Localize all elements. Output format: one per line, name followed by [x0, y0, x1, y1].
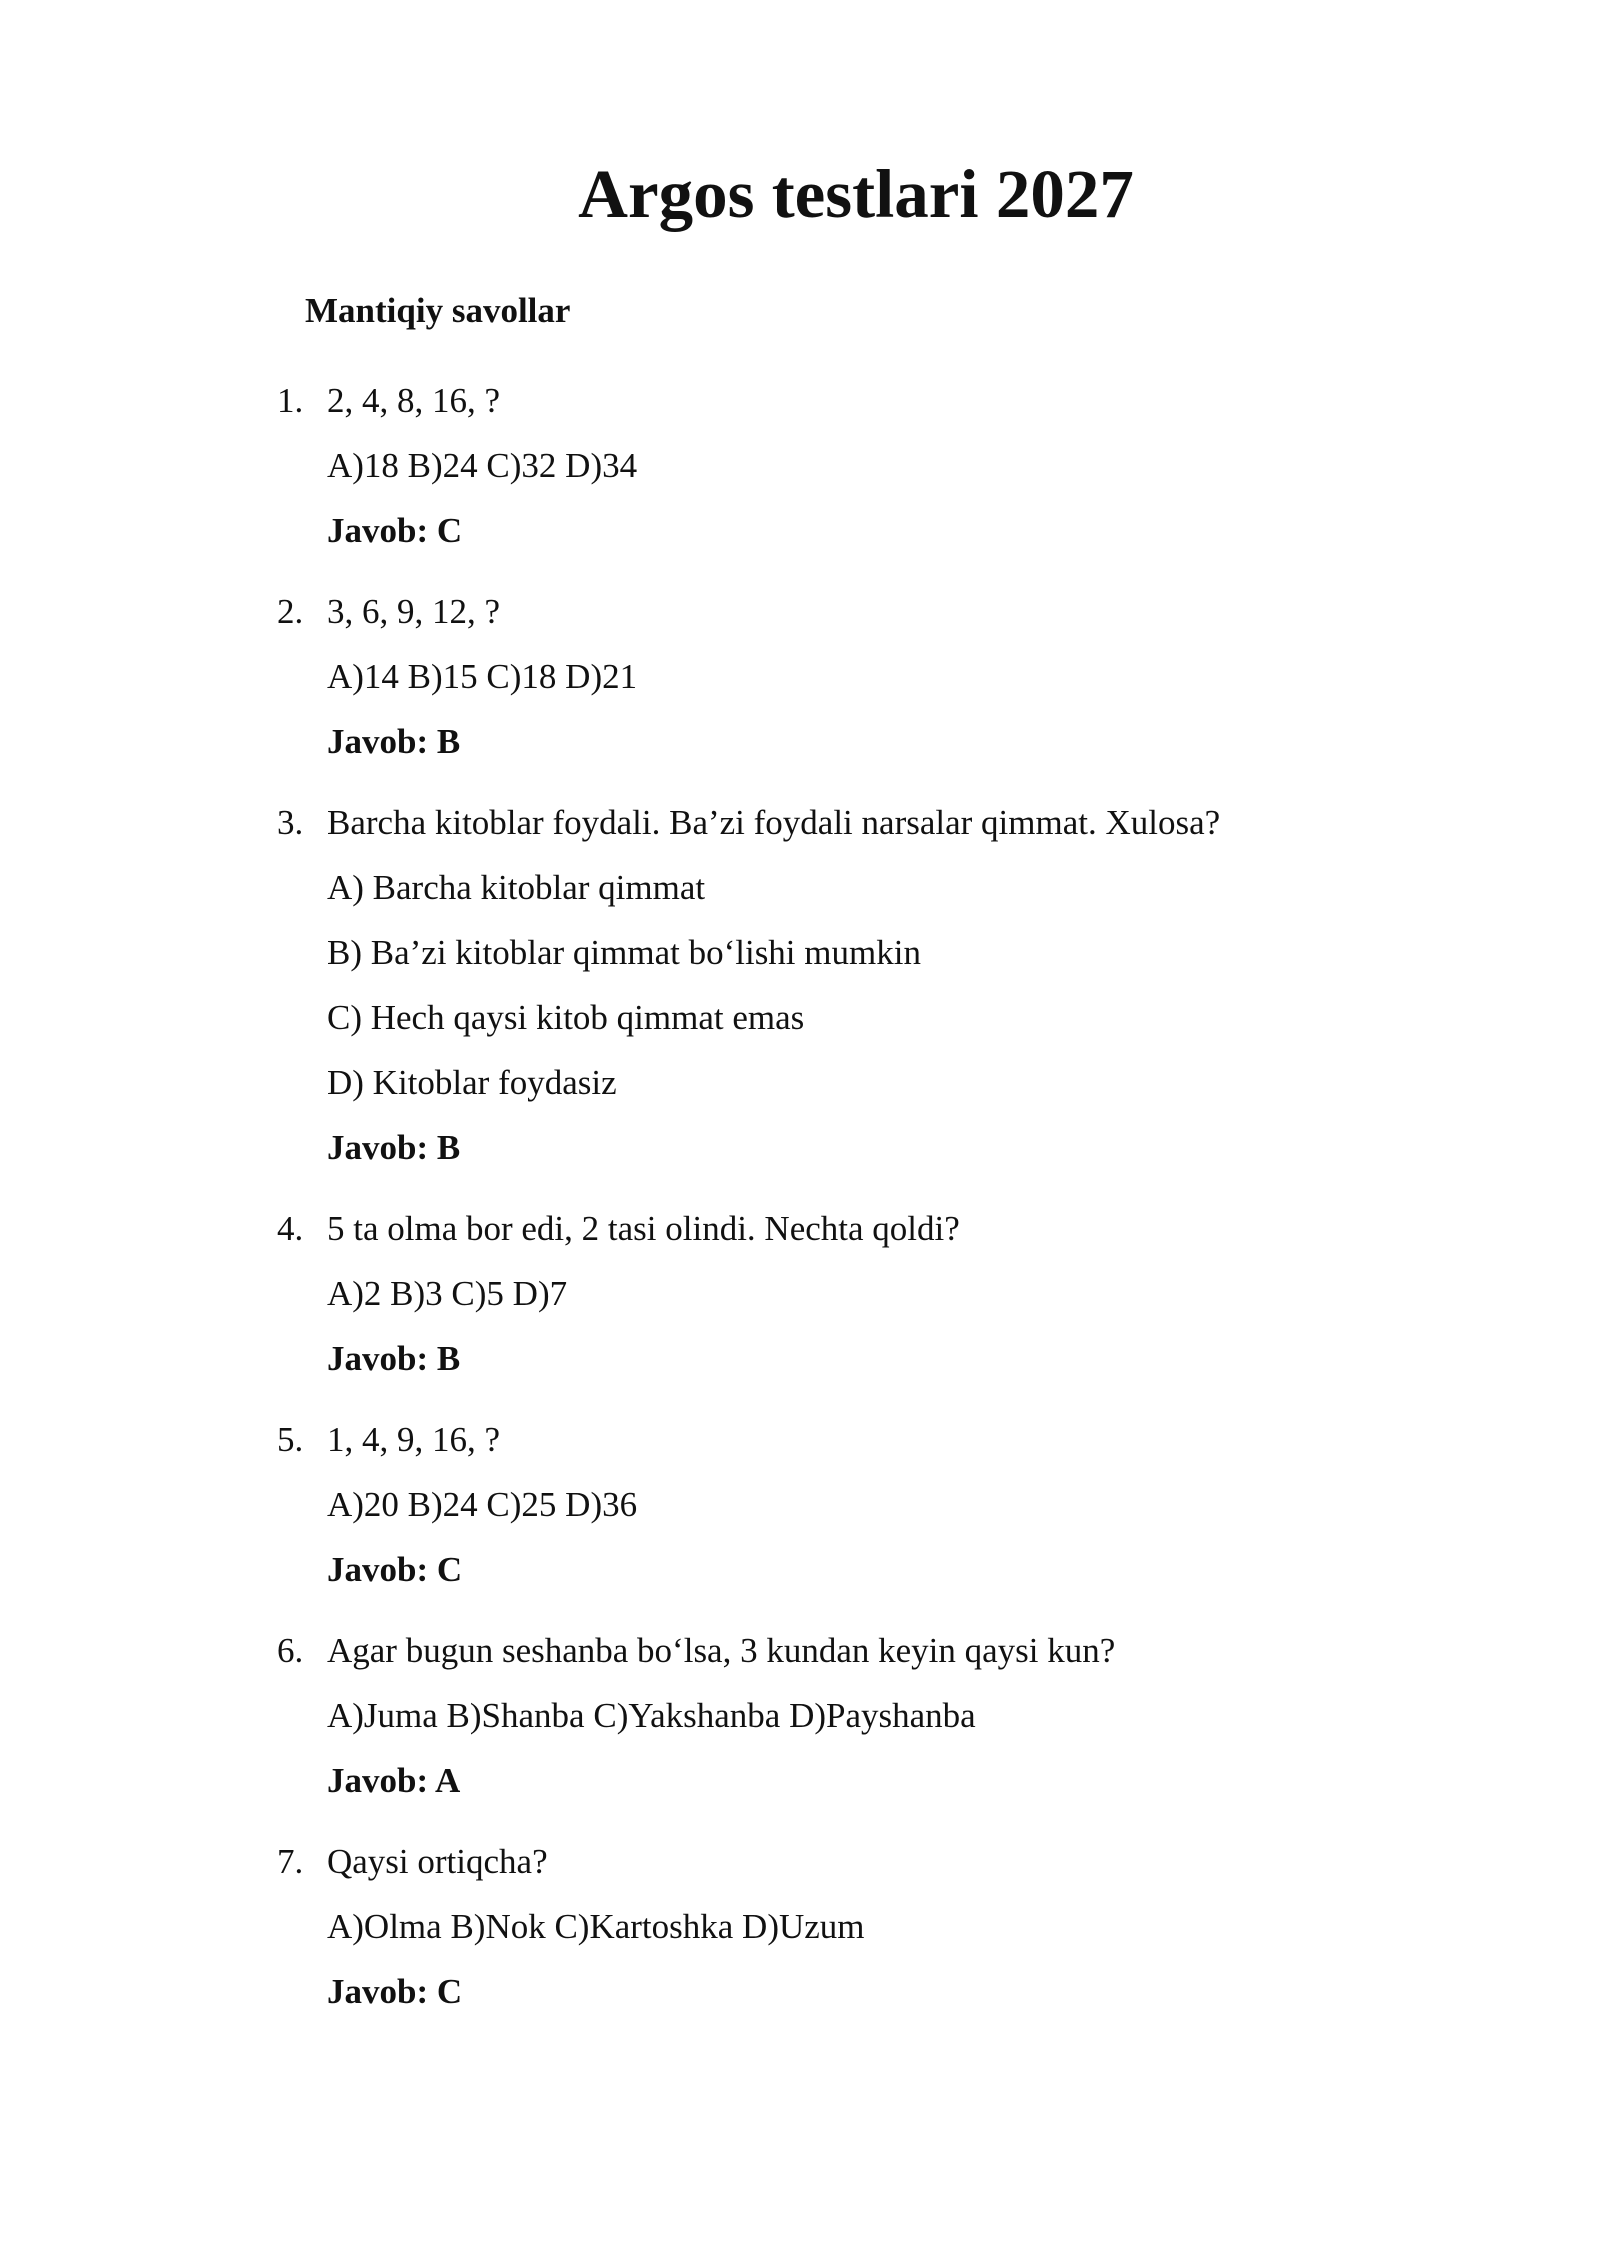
- question-line: [0, 368, 1220, 433]
- question-line: [0, 1196, 1220, 1261]
- question-line: [0, 1829, 1220, 1894]
- question-text: Agar bugun seshanba bo‘lsa, 3 kundan keyin qaysi kun?: [327, 1631, 1116, 1670]
- question-answer: Javob: C: [327, 1972, 463, 2011]
- question-item: [0, 1618, 1220, 1813]
- question-line: [0, 579, 1220, 644]
- question-answer: Javob: A: [327, 1761, 461, 1800]
- question-answer: Javob: B: [327, 1128, 461, 1167]
- question-number: 2.: [277, 592, 304, 631]
- question-options: A)Juma B)Shanba C)Yakshanba D)Payshanba: [327, 1696, 976, 1735]
- question-option: B) Ba’zi kitoblar qimmat bo‘lishi mumkin: [327, 933, 921, 972]
- question-text: 2, 4, 8, 16, ?: [327, 381, 501, 420]
- document-title: Argos testlari 2027: [578, 156, 1134, 232]
- question-answer: Javob: B: [327, 1339, 461, 1378]
- question-text: 5 ta olma bor edi, 2 tasi olindi. Nechta qoldi?: [327, 1209, 960, 1248]
- question-number: 6.: [277, 1631, 304, 1670]
- question-list: [0, 368, 1220, 2040]
- question-item: [0, 790, 1220, 1180]
- question-number: 7.: [277, 1842, 304, 1881]
- question-options: A)18 B)24 C)32 D)34: [327, 446, 638, 485]
- section-heading: Mantiqiy savollar: [305, 291, 571, 330]
- question-line: [0, 1407, 1220, 1472]
- question-number: 5.: [277, 1420, 304, 1459]
- question-options: A)14 B)15 C)18 D)21: [327, 657, 638, 696]
- question-item: [0, 579, 1220, 774]
- question-option: A) Barcha kitoblar qimmat: [327, 868, 706, 907]
- question-text: Qaysi ortiqcha?: [327, 1842, 548, 1881]
- question-item: [0, 1407, 1220, 1602]
- question-line: [0, 1618, 1220, 1683]
- question-number: 4.: [277, 1209, 304, 1248]
- question-answer: Javob: C: [327, 1550, 463, 1589]
- question-options: A)20 B)24 C)25 D)36: [327, 1485, 638, 1524]
- question-option: D) Kitoblar foydasiz: [327, 1063, 617, 1102]
- question-options: A)Olma B)Nok C)Kartoshka D)Uzum: [327, 1907, 865, 1946]
- question-item: [0, 368, 1220, 563]
- question-text: Barcha kitoblar foydali. Ba’zi foydali narsalar qimmat. Xulosa?: [327, 803, 1221, 842]
- question-options: A)2 B)3 C)5 D)7: [327, 1274, 568, 1313]
- question-item: [0, 1196, 1220, 1391]
- question-line: [0, 790, 1220, 855]
- question-answer: Javob: C: [327, 511, 463, 550]
- question-option: C) Hech qaysi kitob qimmat emas: [327, 998, 805, 1037]
- question-answer: Javob: B: [327, 722, 461, 761]
- question-number: 1.: [277, 381, 304, 420]
- question-number: 3.: [277, 803, 304, 842]
- question-text: 1, 4, 9, 16, ?: [327, 1420, 501, 1459]
- question-item: [0, 1829, 1220, 2024]
- question-text: 3, 6, 9, 12, ?: [327, 592, 501, 631]
